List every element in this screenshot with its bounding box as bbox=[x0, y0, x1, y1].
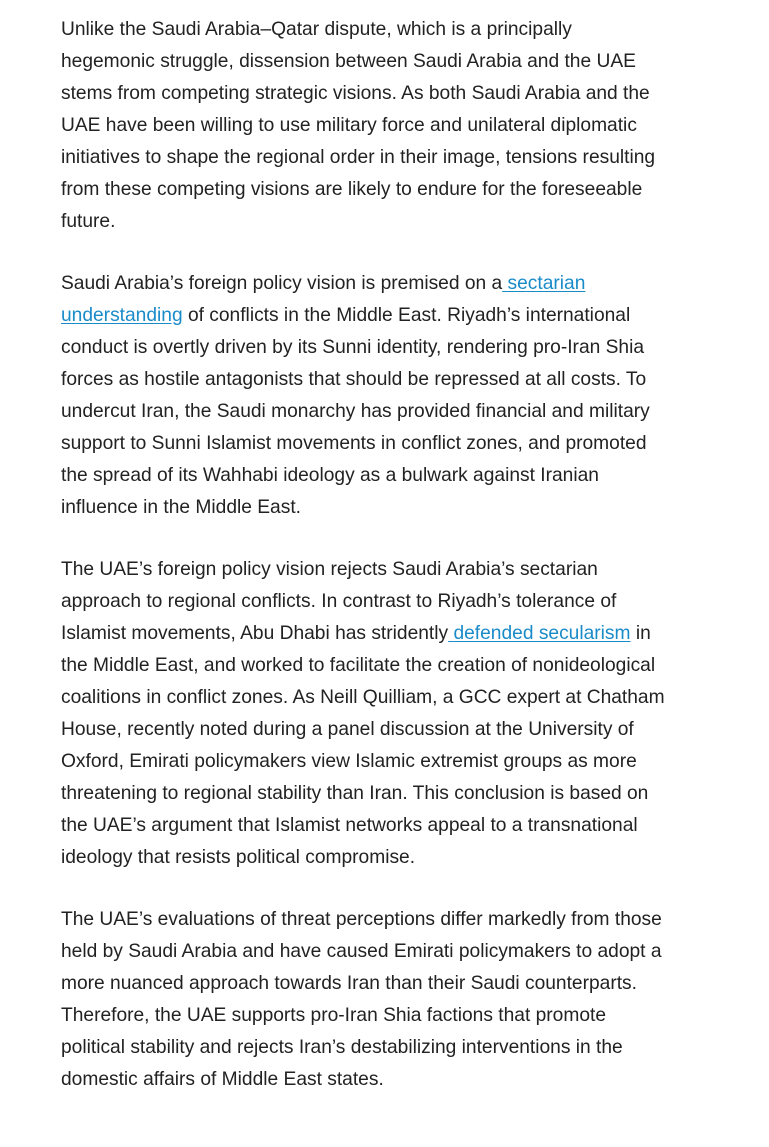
paragraph-3 bbox=[61, 554, 665, 874]
paragraph-2-text-before: Saudi Arabia’s foreign policy vision is premised on a bbox=[61, 273, 503, 294]
paragraph-2 bbox=[61, 268, 665, 524]
paragraph-4-text: The UAE’s evaluations of threat perceptions differ markedly from those held by Saudi Arabia and have caused Emirati policymakers to adopt a more nuanced approach towards Iran than their Saudi counterparts. Therefore, the UAE supports pro-Iran Shia factions that promote political stability and rejects Iran’s destabilizing interventions in the domestic affairs of Middle East states. bbox=[61, 909, 662, 1090]
article-body bbox=[61, 14, 665, 1126]
paragraph-4 bbox=[61, 904, 665, 1096]
paragraph-1-text: Unlike the Saudi Arabia–Qatar dispute, which is a principally hegemonic struggle, dissension between Saudi Arabia and the UAE stems from competing strategic visions. As both Saudi Arabia and the UAE have been willing to use military force and unilateral diplomatic initiatives to shape the regional order in their image, tensions resulting from these competing visions are likely to endure for the foreseeable future. bbox=[61, 19, 656, 232]
paragraph-3-text-after: in the Middle East, and worked to facilitate the creation of nonideological coalitions in conflict zones. As Neill Quilliam, a GCC expert at Chatham House, recently noted during a panel discussion at the University of Oxford, Emirati policymakers view Islamic extremist groups as more threatening to regional stability than Iran. This conclusion is based on the UAE’s argument that Islamist networks appeal to a transnational ideology that resists political compromise. bbox=[61, 623, 665, 868]
paragraph-1 bbox=[61, 14, 665, 238]
defended-secularism-link[interactable]: defended secularism bbox=[448, 623, 631, 644]
sectarian-understanding-link[interactable]: sectarian understanding bbox=[61, 273, 586, 326]
paragraph-2-text-after: of conflicts in the Middle East. Riyadh’s international conduct is overtly driven by its Sunni identity, rendering pro-Iran Shia forces as hostile antagonists that should be repressed at all costs. To undercut Iran, the Saudi monarchy has provided financial and military support to Sunni Islamist movements in conflict zones, and promoted the spread of its Wahhabi ideology as a bulwark against Iranian influence in the Middle East. bbox=[61, 305, 650, 518]
paragraph-3-text-before: The UAE’s foreign policy vision rejects Saudi Arabia’s sectarian approach to regional conflicts. In contrast to Riyadh’s tolerance of Islamist movements, Abu Dhabi has stridently bbox=[61, 559, 617, 644]
